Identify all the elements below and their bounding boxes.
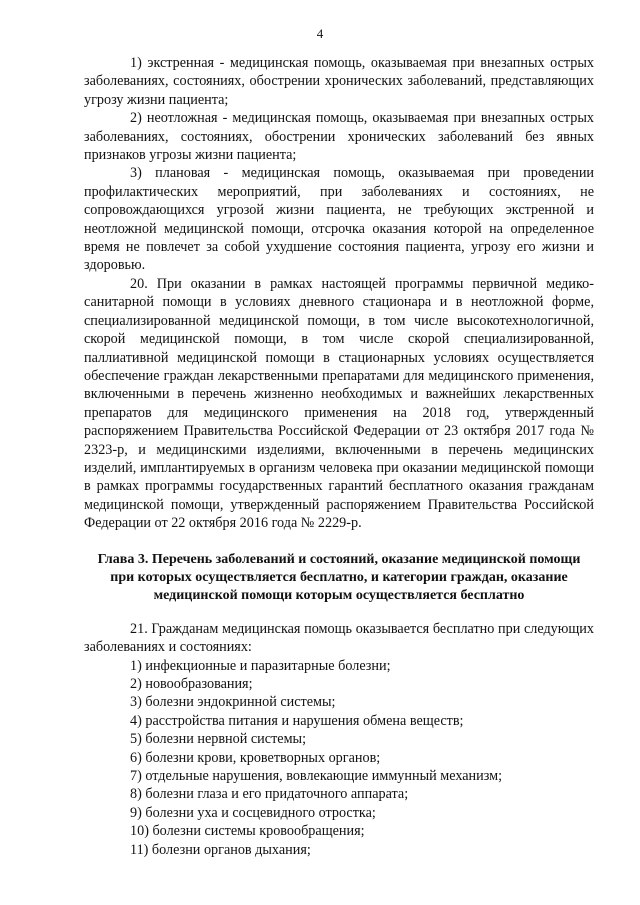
list-item: 7) отдельные нарушения, вовлекающие иммунный механизм; <box>130 768 503 785</box>
page-number: 4 <box>316 26 324 41</box>
list-item: 11) болезни органов дыхания; <box>130 841 311 858</box>
list-item: 1) инфекционные и паразитарные болезни; <box>130 657 391 674</box>
list-item: 8) болезни глаза и его придаточного аппарата; <box>130 786 409 803</box>
page-content <box>84 54 594 859</box>
paragraph-planned-care: 3) плановая - медицинская помощь, оказываемая при проведении профилактических мероприятий, при заболеваниях и состояниях, не сопровождающихся угрозой жизни пациента, не требующих экстренной и неотложной медицинской помощи, отсрочка оказания которой на определенное время не повлечет за собой ухудшение состояния пациента, угрозу его жизни и здоровью. <box>84 165 594 274</box>
paragraph-item-20: 20. При оказании в рамках настоящей программы первичной медико-санитарной помощи в условиях дневного стационара и в неотложной форме, специализированной медицинской помощи, в том числе высокотехнологичной, скорой медицинской помощи, в том числе скорой специализированной, паллиативной медицинской помощи в стационарных условиях осуществляется обеспечение граждан лекарственными препаратами для медицинского применения, включенными в перечень жизненно необходимых и важнейших лекарственных препаратов для медицинского применения на 2018 год, утвержденный распоряжением Правительства Российской Федерации от 23 октября 2017 года № 2323-р, и медицинскими изделиями, включенными в перечень медицинских изделий, имплантируемых в организм человека при оказании медицинской помощи в рамках программы государственных гарантий бесплатного оказания гражданам медицинской помощи, утвержденный распоряжением Правительства Российской Федерации от 22 октября 2016 года № 2229-р. <box>84 275 594 532</box>
paragraph-item-21: 21. Гражданам медицинская помощь оказывается бесплатно при следующих заболеваниях и состояниях: <box>84 620 594 656</box>
list-item: 9) болезни уха и сосцевидного отростка; <box>130 804 376 821</box>
list-item: 2) новообразования; <box>130 676 253 692</box>
paragraph-urgent-care: 2) неотложная - медицинская помощь, оказываемая при внезапных острых заболеваниях, состояниях, обострении хронических заболеваний без явных признаков угрозы жизни пациента; <box>84 110 594 164</box>
chapter-heading: Глава 3. Перечень заболеваний и состояний, оказание медицинской помощи при которых осуществляется бесплатно, и категории граждан, оказание медицинской помощи которым осуществляется бесплатно <box>97 551 581 604</box>
list-item: 5) болезни нервной системы; <box>130 731 307 748</box>
paragraph-emergency-care: 1) экстренная - медицинская помощь, оказываемая при внезапных острых заболеваниях, состояниях, обострении хронических заболеваний, представляющих угрозу жизни пациента; <box>84 55 594 108</box>
disease-list <box>84 657 594 859</box>
list-item: 6) болезни крови, кроветворных органов; <box>130 749 381 766</box>
list-item: 10) болезни системы кровообращения; <box>130 823 365 840</box>
list-item: 4) расстройства питания и нарушения обмена веществ; <box>130 712 464 729</box>
list-item: 3) болезни эндокринной системы; <box>130 694 336 711</box>
